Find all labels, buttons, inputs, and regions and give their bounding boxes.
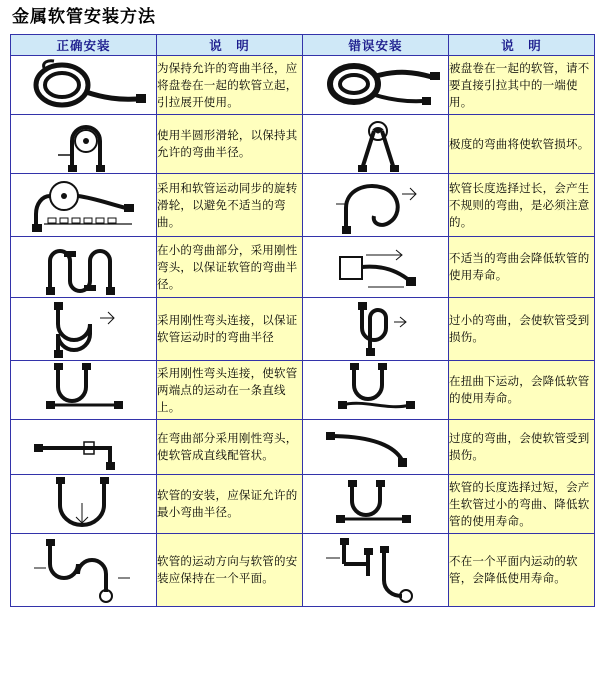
row-description: 在扭曲下运动，会降低软管的使用寿命。 <box>449 361 595 420</box>
row-description: 过小的弯曲，会使软管受到损伤。 <box>449 298 595 361</box>
rotating-pulley-chain-icon <box>11 174 157 237</box>
improper-bend-icon <box>303 237 449 298</box>
table-row <box>11 298 595 361</box>
row-description: 软管的长度选择过短，会产生软管过小的弯曲、降低软管的使用寿命。 <box>449 475 595 534</box>
straight-pipe-elbow-icon <box>11 420 157 475</box>
header-wrong-install: 错误安装 <box>303 35 449 56</box>
rigid-bend-small-radius-icon <box>11 237 157 298</box>
header-description-2: 说 明 <box>449 35 595 56</box>
row-description: 软管的运动方向与软管的安装应保持在一个平面。 <box>157 534 303 607</box>
table-row <box>11 475 595 534</box>
row-description: 软管长度选择过长，会产生不规则的弯曲，是必须注意的。 <box>449 174 595 237</box>
twisted-motion-icon <box>303 361 449 420</box>
row-description: 不在一个平面内运动的软管，会降低使用寿命。 <box>449 534 595 607</box>
row-description: 被盘卷在一起的软管，请不要直接引拉其中的一端使用。 <box>449 56 595 115</box>
row-description: 采用刚性弯头连接，使软管两端点的运动在一条直线上。 <box>157 361 303 420</box>
row-description: 极度的弯曲将使软管损坏。 <box>449 115 595 174</box>
row-description: 采用和软管运动同步的旋转滑轮，以避免不适当的弯曲。 <box>157 174 303 237</box>
table-row <box>11 420 595 475</box>
row-description: 不适当的弯曲会降低软管的使用寿命。 <box>449 237 595 298</box>
header-correct-install: 正确安装 <box>11 35 157 56</box>
table-row <box>11 115 595 174</box>
excessive-bend-icon <box>303 420 449 475</box>
table-row <box>11 237 595 298</box>
table-row <box>11 56 595 115</box>
same-plane-motion-icon <box>11 534 157 607</box>
row-description: 在小的弯曲部分，采用刚性弯头，以保证软管的弯曲半径。 <box>157 237 303 298</box>
rigid-elbow-straight-line-icon <box>11 361 157 420</box>
too-small-bend-icon <box>303 298 449 361</box>
row-description: 在弯曲部分采用刚性弯头，使软管成直线配管状。 <box>157 420 303 475</box>
table-row <box>11 361 595 420</box>
row-description: 使用半圆形滑轮，以保持其允许的弯曲半径。 <box>157 115 303 174</box>
row-description: 软管的安装，应保证允许的最小弯曲半径。 <box>157 475 303 534</box>
coiled-hose-spread-icon <box>11 56 157 115</box>
row-description: 过度的弯曲，会使软管受到损伤。 <box>449 420 595 475</box>
sharp-bend-sheave-icon <box>303 115 449 174</box>
table-header <box>11 35 595 56</box>
installation-methods-table <box>10 34 595 607</box>
row-description: 为保持允许的弯曲半径，应将盘卷在一起的软管立起，引拉展开使用。 <box>157 56 303 115</box>
different-plane-motion-icon <box>303 534 449 607</box>
table-body <box>11 56 595 607</box>
table-row <box>11 534 595 607</box>
header-row <box>11 35 595 56</box>
rigid-elbow-u-bend-icon <box>11 298 157 361</box>
semicircular-sheave-icon <box>11 115 157 174</box>
row-description: 采用刚性弯头连接，以保证软管运动时的弯曲半径 <box>157 298 303 361</box>
table-row <box>11 174 595 237</box>
page-title: 金属软管安装方法 <box>12 7 156 27</box>
long-hose-irregular-bend-icon <box>303 174 449 237</box>
header-description-1: 说 明 <box>157 35 303 56</box>
coiled-hose-pulled-icon <box>303 56 449 115</box>
too-long-hose-small-bend-icon <box>303 475 449 534</box>
min-bend-radius-u-icon <box>11 475 157 534</box>
